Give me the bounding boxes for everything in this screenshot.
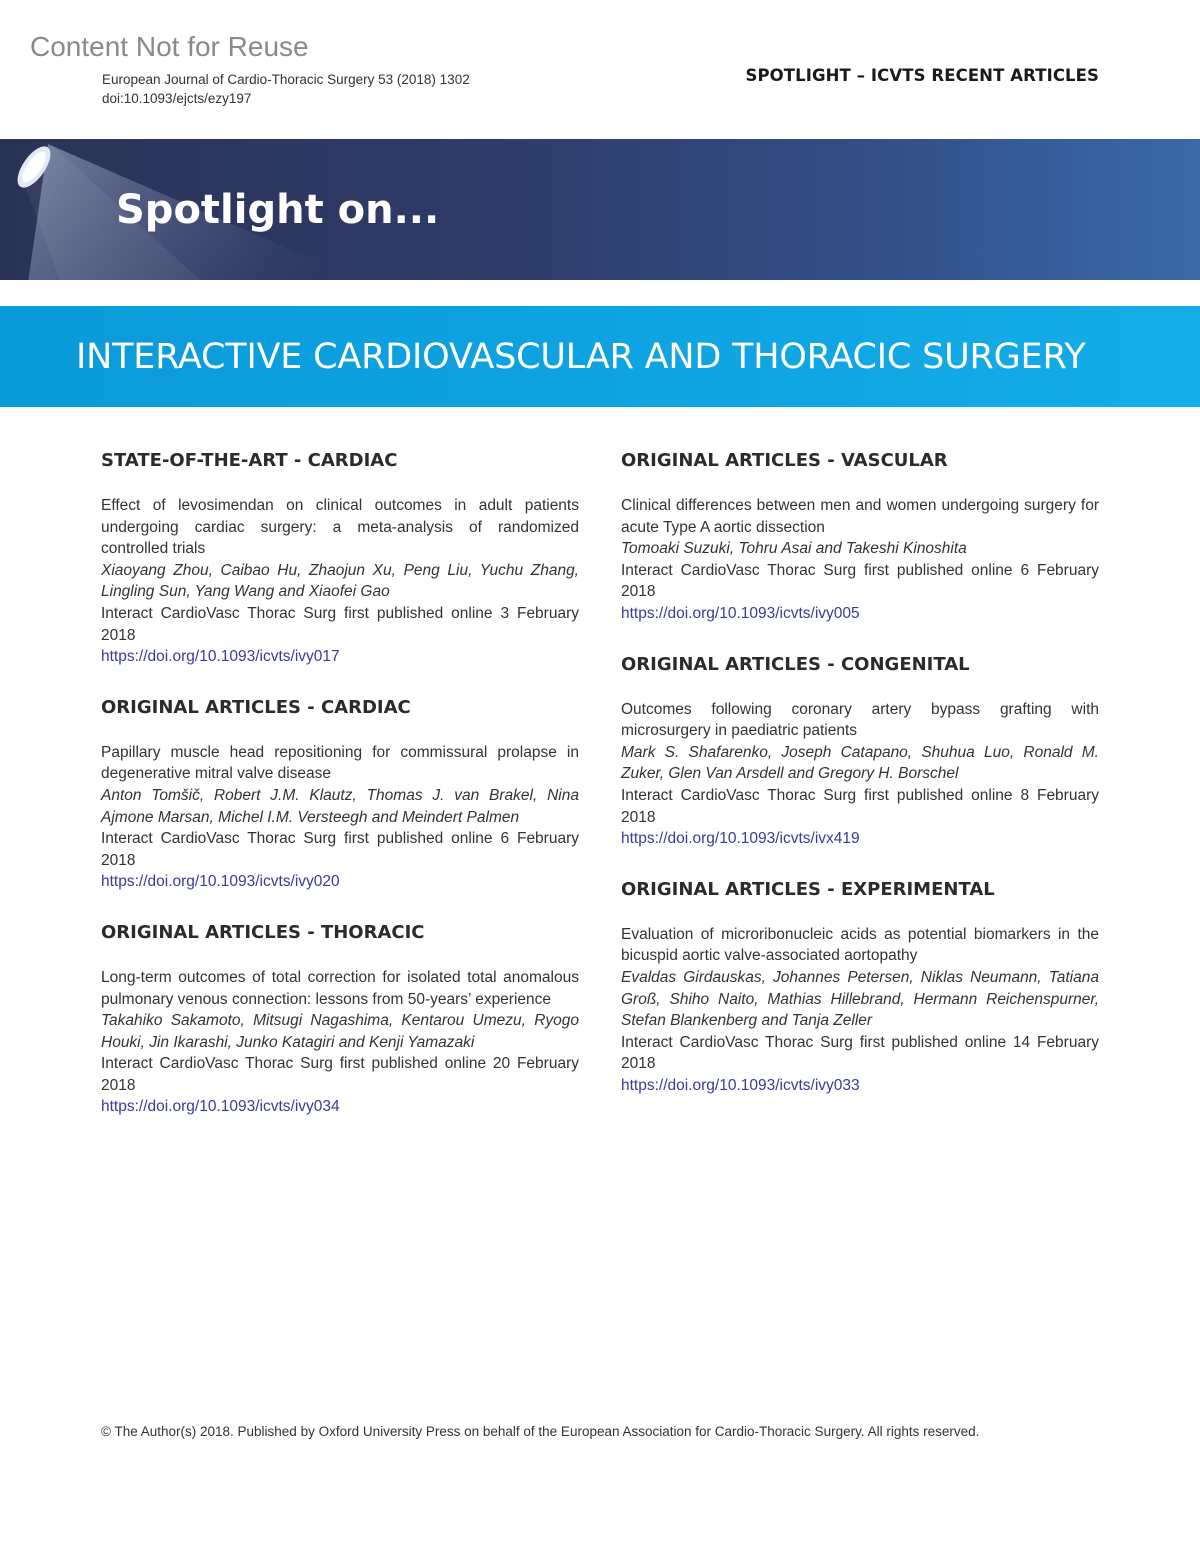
article-authors: Mark S. Shafarenko, Joseph Catapano, Shuhua Luo, Ronald M. Zuker, Glen Van Arsdell and Gregory H. Borschel [621,743,1099,783]
article-doi-header: doi:10.1093/ejcts/ezy197 [102,91,252,106]
article-doi-link[interactable]: https://doi.org/10.1093/icvts/ivx419 [621,830,860,848]
article-authors: Tomoaki Suzuki, Tohru Asai and Takeshi Kinoshita [621,540,967,558]
article-publication: Interact CardioVasc Thorac Surg first published online 8 February 2018 [621,786,1099,826]
copyright-footer: © The Author(s) 2018. Published by Oxford University Press on behalf of the European Association for Cardio-Thoracic Surgery. All rights reserved. [101,1424,980,1439]
spotlight-banner [0,139,1200,280]
spotlight-title: Spotlight on... [116,187,440,233]
article-title: Outcomes following coronary artery bypass grafting with microsurgery in paediatric patients [621,700,1099,740]
article-doi-link[interactable]: https://doi.org/10.1093/icvts/ivy033 [621,1076,860,1094]
journal-title: INTERACTIVE CARDIOVASCULAR AND THORACIC SURGERY [76,337,1086,377]
left-column [101,448,579,1145]
section-original-articles-congenital [621,652,1099,850]
article-doi-link[interactable]: https://doi.org/10.1093/icvts/ivy017 [101,648,340,666]
article-title: Long-term outcomes of total correction for isolated total anomalous pulmonary venous connection: lessons from 50-years’ experience [101,968,579,1008]
journal-citation-block [102,70,470,108]
section-heading: ORIGINAL ARTICLES - EXPERIMENTAL [621,878,995,900]
section-original-articles-experimental [621,877,1099,1097]
running-title: SPOTLIGHT – ICVTS RECENT ARTICLES [745,66,1099,85]
section-heading: ORIGINAL ARTICLES - THORACIC [101,921,425,943]
article-publication: Interact CardioVasc Thorac Surg first published online 6 February 2018 [621,561,1099,601]
section-heading: ORIGINAL ARTICLES - CARDIAC [101,696,411,718]
section-heading: ORIGINAL ARTICLES - VASCULAR [621,450,948,471]
section-original-articles-cardiac [101,695,579,893]
article-doi-link[interactable]: https://doi.org/10.1093/icvts/ivy005 [621,604,860,622]
article-title: Clinical differences between men and women undergoing surgery for acute Type A aortic dissection [621,497,1099,536]
article-title: Papillary muscle head repositioning for commissural prolapse in degenerative mitral valve disease [101,743,579,783]
right-column [621,448,1099,1123]
article-authors: Evaldas Girdauskas, Johannes Petersen, Niklas Neumann, Tatiana Groß, Shiho Naito, Mathias Hillebrand, Hermann Reichenspurner, Stefan Blankenberg and Tanja Zeller [621,968,1099,1030]
article-title: Effect of levosimendan on clinical outcomes in adult patients undergoing cardiac surgery: a meta-analysis of randomized controlled trials [101,497,579,558]
article-title: Evaluation of microribonucleic acids as potential biomarkers in the bicuspid aortic valve-associated aortopathy [621,925,1099,965]
article-authors: Xiaoyang Zhou, Caibao Hu, Zhaojun Xu, Peng Liu, Yuchu Zhang, Lingling Sun, Yang Wang and Xiaofei Gao [101,561,579,601]
article-publication: Interact CardioVasc Thorac Surg first published online 3 February 2018 [101,604,579,644]
article-publication: Interact CardioVasc Thorac Surg first published online 14 February 2018 [621,1033,1099,1073]
article-authors: Anton Tomšič, Robert J.M. Klautz, Thomas J. van Brakel, Nina Ajmone Marsan, Michel I.M. Versteegh and Meindert Palmen [101,786,579,826]
section-state-of-the-art-cardiac [101,448,579,668]
article-doi-link[interactable]: https://doi.org/10.1093/icvts/ivy020 [101,873,340,891]
article-doi-link[interactable]: https://doi.org/10.1093/icvts/ivy034 [101,1098,340,1116]
article-authors: Takahiko Sakamoto, Mitsugi Nagashima, Kentarou Umezu, Ryogo Houki, Jin Ikarashi, Junko Katagiri and Kenji Yamazaki [101,1012,579,1051]
section-heading: ORIGINAL ARTICLES - CONGENITAL [621,653,970,675]
journal-citation: European Journal of Cardio-Thoracic Surgery 53 (2018) 1302 [102,72,470,87]
section-original-articles-vascular [621,448,1099,625]
article-publication: Interact CardioVasc Thorac Surg first published online 20 February 2018 [101,1055,579,1094]
journal-banner [0,306,1200,407]
section-original-articles-thoracic [101,920,579,1118]
article-publication: Interact CardioVasc Thorac Surg first published online 6 February 2018 [101,830,579,869]
section-heading: STATE-OF-THE-ART - CARDIAC [101,450,398,471]
watermark: Content Not for Reuse [30,31,309,62]
